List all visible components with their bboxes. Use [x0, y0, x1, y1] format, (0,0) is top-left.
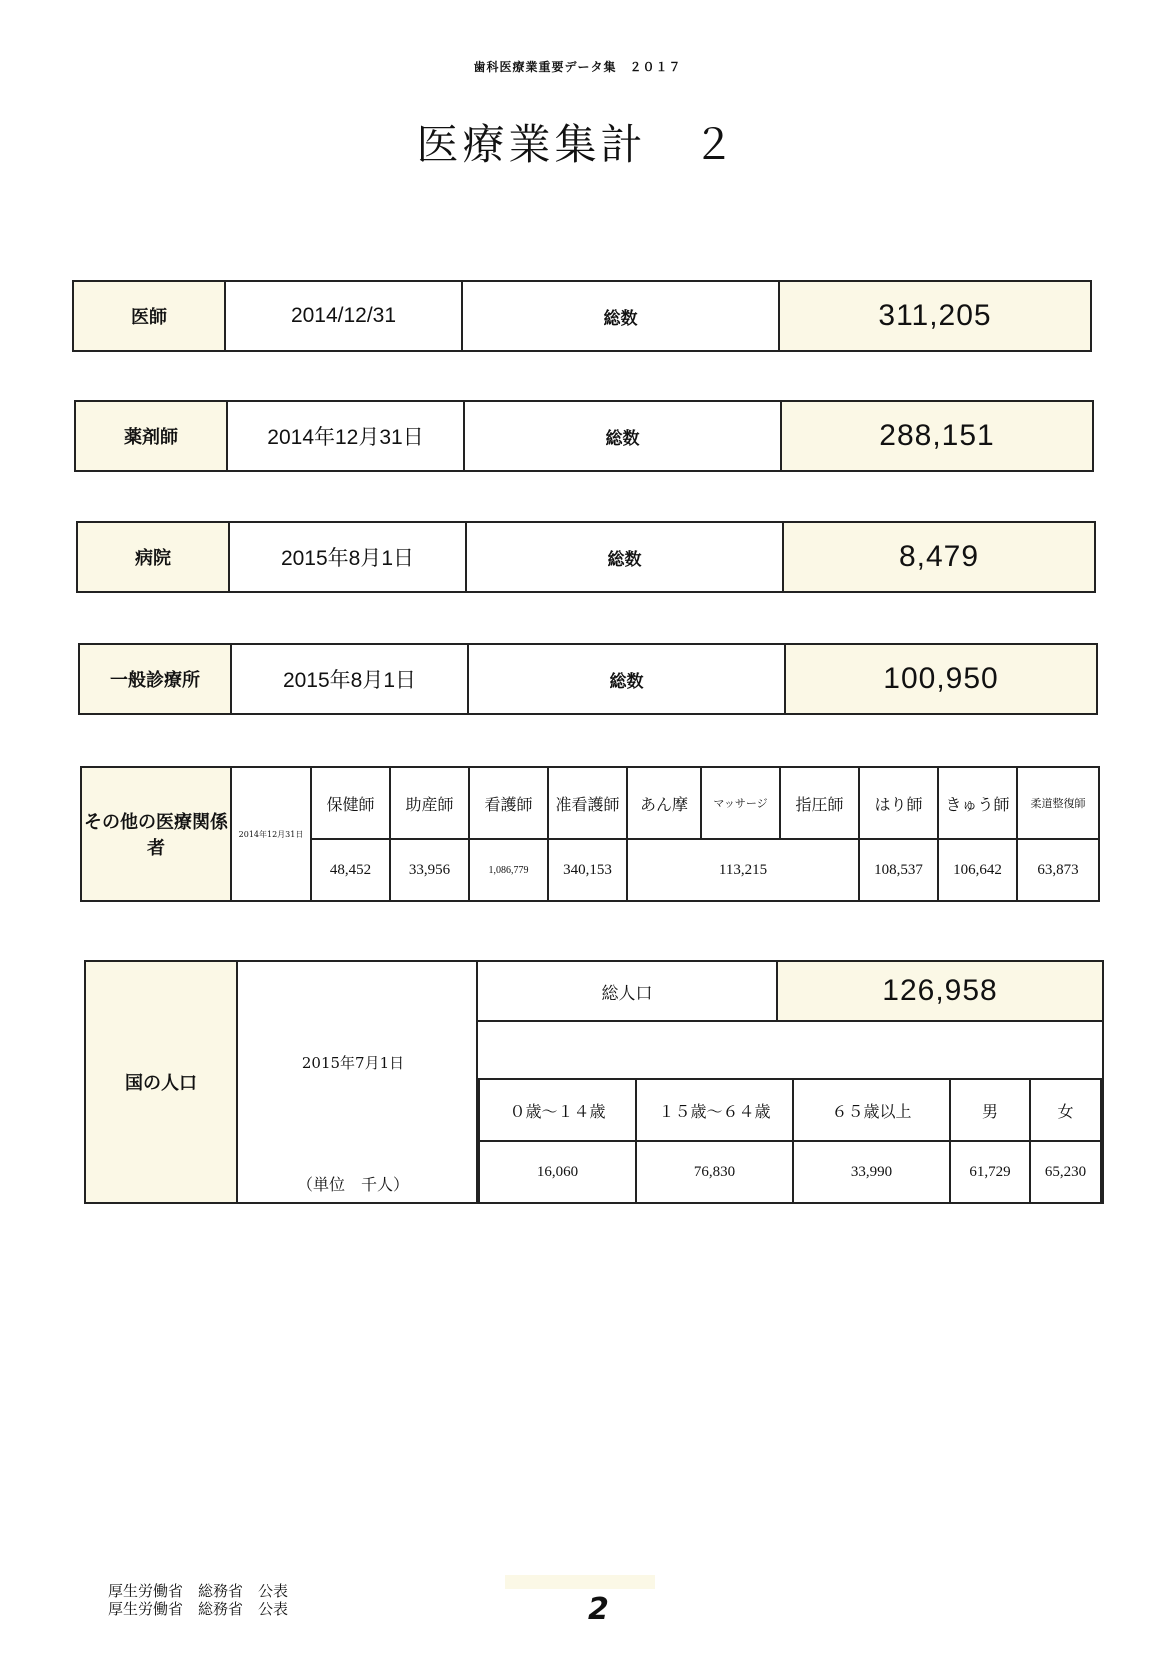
header-assistant-nurse: 准看護師 — [548, 767, 627, 839]
pharmacists-caption: 総数 — [464, 401, 781, 471]
header-female: 女 — [1030, 1079, 1101, 1141]
clinics-label: 一般診療所 — [79, 644, 231, 714]
clinics-caption: 総数 — [468, 644, 785, 714]
value-age-65-plus: 33,990 — [793, 1141, 950, 1203]
pharmacists-total: 288,151 — [781, 401, 1093, 471]
header-anma: あん摩 — [627, 767, 701, 839]
doctors-total: 311,205 — [779, 281, 1091, 351]
value-assistant-nurse: 340,153 — [548, 839, 627, 901]
population-panel — [84, 960, 1104, 1204]
footer-highlight — [505, 1575, 655, 1589]
population-label: 国の人口 — [86, 962, 238, 1202]
other-professionals-table — [80, 766, 1100, 902]
value-acupuncturist: 108,537 — [859, 839, 938, 901]
hospitals-date: 2015年8月1日 — [229, 522, 466, 592]
pharmacists-date: 2014年12月31日 — [227, 401, 464, 471]
page-title: 医療業集計 ２ — [416, 120, 739, 169]
header-moxibustion: きゅう師 — [938, 767, 1017, 839]
doctors-caption: 総数 — [462, 281, 779, 351]
header-judo-therapist: 柔道整復師 — [1017, 767, 1099, 839]
header-age-65-plus: ６５歳以上 — [793, 1079, 950, 1141]
value-public-health-nurse: 48,452 — [311, 839, 390, 901]
value-moxibustion: 106,642 — [938, 839, 1017, 901]
hospitals-caption: 総数 — [466, 522, 783, 592]
source-note-2: 厚生労働省 総務省 公表 — [108, 1600, 289, 1618]
population-breakdown-table — [478, 1078, 1102, 1204]
header-age-15-64: １５歳～６４歳 — [636, 1079, 793, 1141]
hospitals-table — [76, 521, 1096, 593]
value-male: 61,729 — [950, 1141, 1030, 1203]
header-public-health-nurse: 保健師 — [311, 767, 390, 839]
header-male: 男 — [950, 1079, 1030, 1141]
pharmacists-table — [74, 400, 1094, 472]
header-age-0-14: ０歳～１４歳 — [479, 1079, 636, 1141]
source-note-1: 厚生労働省 総務省 公表 — [108, 1582, 289, 1600]
hospitals-label: 病院 — [77, 522, 229, 592]
doctors-table — [72, 280, 1092, 352]
total-population-label: 総人口 — [478, 962, 778, 1022]
value-age-15-64: 76,830 — [636, 1141, 793, 1203]
other-professionals-date: 2014年12月31日 — [231, 767, 311, 901]
population-unit: （単位 千人） — [296, 1175, 409, 1194]
value-judo-therapist: 63,873 — [1017, 839, 1099, 901]
header-shiatsu: 指圧師 — [780, 767, 859, 839]
header-nurse: 看護師 — [469, 767, 548, 839]
clinics-total: 100,950 — [785, 644, 1097, 714]
header-massage: マッサージ — [701, 767, 780, 839]
doctors-label: 医師 — [73, 281, 225, 351]
document-header: 歯科医療業重要データ集 ２０１７ — [473, 60, 682, 74]
value-nurse: 1,086,779 — [469, 839, 548, 901]
population-date: 2015年7月1日 — [301, 1054, 405, 1072]
other-professionals-label: その他の医療関係者 — [81, 767, 231, 901]
value-female: 65,230 — [1030, 1141, 1101, 1203]
total-population-value: 126,958 — [778, 962, 1102, 1022]
page-number: 2 — [588, 1592, 609, 1627]
header-midwife: 助産師 — [390, 767, 469, 839]
value-anma-massage-shiatsu: 113,215 — [627, 839, 859, 901]
clinics-date: 2015年8月1日 — [231, 644, 468, 714]
value-midwife: 33,956 — [390, 839, 469, 901]
header-acupuncturist: はり師 — [859, 767, 938, 839]
doctors-date: 2014/12/31 — [225, 281, 462, 351]
value-age-0-14: 16,060 — [479, 1141, 636, 1203]
clinics-table — [78, 643, 1098, 715]
hospitals-total: 8,479 — [783, 522, 1095, 592]
pharmacists-label: 薬剤師 — [75, 401, 227, 471]
